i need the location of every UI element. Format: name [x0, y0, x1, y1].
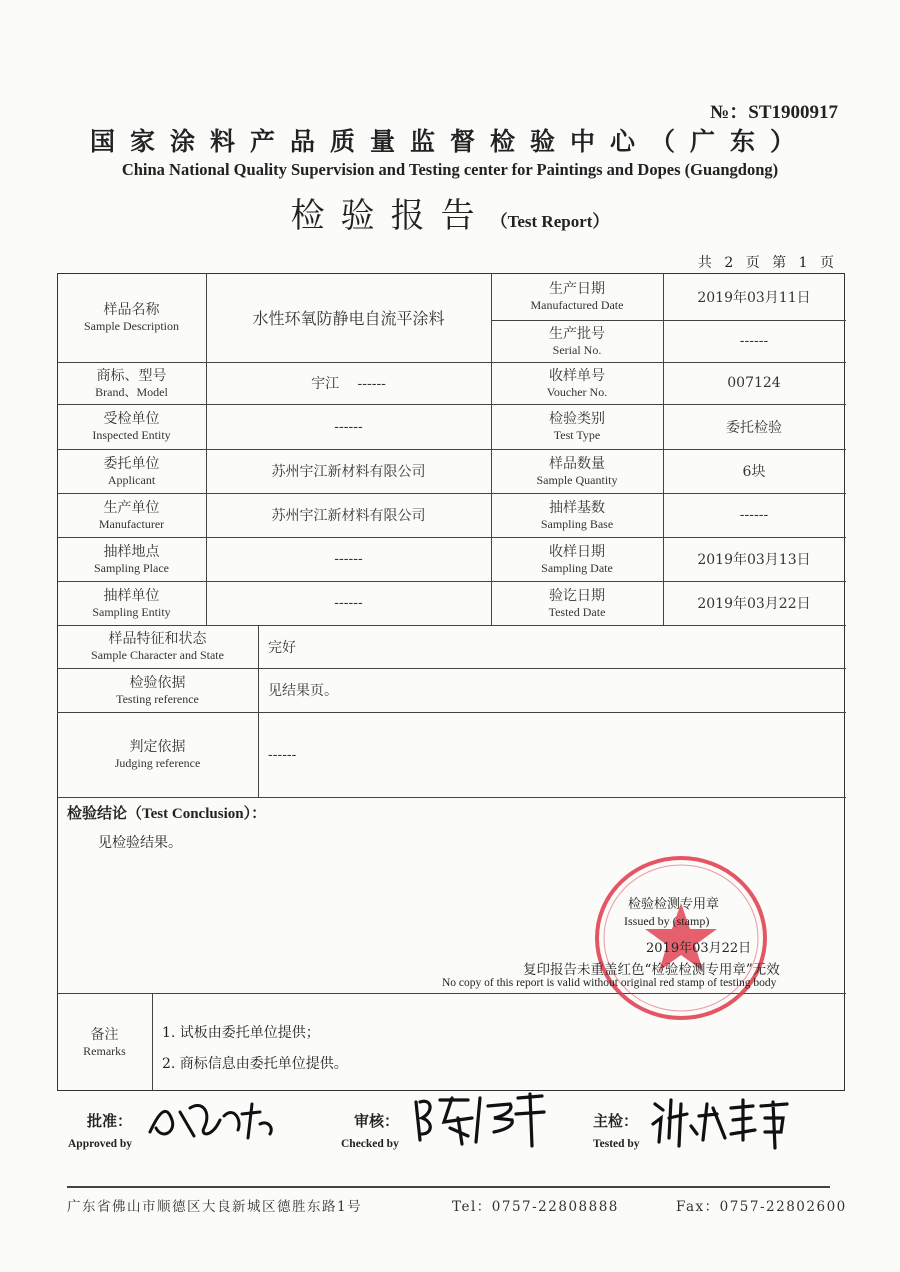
- remark-item: 1. 试板由委托单位提供；: [162, 1025, 320, 1041]
- label-sampling-entity: 抽样单位 Sampling Entity: [92, 587, 171, 619]
- row-divider: [57, 797, 846, 798]
- stamp-label-en: Issued by (stamp): [624, 914, 710, 928]
- label-sample-character: 样品特征和状态 Sample Character and State: [91, 631, 224, 662]
- value-inspected-entity: ------: [334, 418, 363, 435]
- conclusion-text: 见检验结果。: [98, 835, 182, 851]
- label-applicant: 委托单位 Applicant: [103, 455, 160, 487]
- value-testing-reference: 见结果页。: [268, 683, 338, 699]
- copy-validity-note-en: No copy of this report is valid without original red stamp of testing body: [442, 977, 777, 989]
- approved-by-label-cn: 批准：: [87, 1112, 133, 1130]
- label-manufactured-date: 生产日期 Manufactured Date: [530, 281, 624, 312]
- label-remarks: 备注 Remarks: [83, 1026, 126, 1058]
- value-brand-model: 宇江 ------: [311, 376, 386, 392]
- organization-title-en: China National Quality Supervision and Testing center for Paintings and Dopes (Guangdong): [121, 160, 779, 179]
- label-test-type: 检验类别 Test Type: [549, 411, 605, 442]
- footer-tel: Tel：0757-22808888: [452, 1199, 619, 1215]
- label-inspected-entity: 受检单位 Inspected Entity: [92, 411, 171, 442]
- value-judging-reference: ------: [268, 746, 297, 763]
- label-judging-reference: 判定依据 Judging reference: [114, 739, 201, 770]
- report-number: №：ST1900917: [710, 102, 838, 123]
- checked-by-label-cn: 审核：: [354, 1112, 400, 1130]
- value-manufactured-date: 2019年03月11日: [697, 289, 811, 306]
- value-sampling-date: 2019年03月13日: [697, 552, 811, 568]
- value-voucher-no: 007124: [727, 375, 781, 391]
- copy-validity-note-cn: 复印报告未重盖红色“检验检测专用章”无效: [523, 962, 780, 978]
- page-info: 共 2 页 第 1 页: [697, 255, 838, 271]
- report-title: [0, 188, 900, 237]
- checker-signature: [410, 1088, 550, 1152]
- label-brand-model: 商标、型号 Brand、Model: [95, 367, 168, 399]
- label-sampling-base: 抽样基数 Sampling Base: [540, 499, 614, 531]
- value-tested-date: 2019年03月22日: [697, 596, 811, 612]
- value-sampling-place: ------: [334, 551, 363, 567]
- stamp-date: 2019年03月22日: [646, 941, 752, 956]
- value-sampling-base: ------: [739, 507, 769, 523]
- label-sample-description: 样品名称 Sample Description: [84, 302, 179, 333]
- label-tested-date: 验讫日期 Tested Date: [548, 587, 606, 619]
- value-sample-character: 完好: [268, 639, 296, 656]
- value-sample-description: 水性环氧防静电自流平涂料: [252, 309, 445, 328]
- tester-signature: [647, 1090, 797, 1154]
- value-sample-quantity: 6块: [742, 464, 766, 480]
- tested-by-label-en: Tested by: [593, 1138, 640, 1150]
- footer-fax: Fax：0757-22802600: [676, 1199, 847, 1215]
- label-voucher-no: 收样单号 Voucher No.: [546, 367, 608, 399]
- label-sampling-place: 抽样地点 Sampling Place: [94, 543, 169, 575]
- value-applicant: 苏州宇江新材料有限公司: [271, 464, 426, 480]
- value-serial-no: ------: [739, 333, 769, 349]
- tested-by-label-cn: 主检：: [593, 1112, 639, 1130]
- value-manufacturer: 苏州宇江新材料有限公司: [271, 508, 426, 524]
- footer-divider: [67, 1186, 830, 1188]
- column-divider: [152, 993, 153, 1091]
- label-manufacturer: 生产单位 Manufacturer: [98, 499, 165, 531]
- report-title-cn: 检验报告: [290, 196, 491, 236]
- report-title-en: （Test Report）: [490, 212, 610, 231]
- stamp-label-cn: 检验检测专用章: [628, 897, 720, 912]
- conclusion-heading: 检验结论（Test Conclusion）：: [67, 804, 267, 822]
- remark-item: 2. 商标信息由委托单位提供。: [162, 1056, 348, 1072]
- approved-by-label-en: Approved by: [68, 1138, 133, 1150]
- footer-address: 广东省佛山市顺德区大良新城区德胜东路1号: [67, 1199, 363, 1215]
- approver-signature: [142, 1090, 282, 1150]
- column-divider: [258, 625, 259, 797]
- organization-title-cn: 国家涂料产品质量监督检验中心（广东）: [89, 127, 810, 156]
- label-sample-quantity: 样品数量 Sample Quantity: [536, 455, 618, 487]
- value-sampling-entity: ------: [334, 595, 363, 611]
- label-sampling-date: 收样日期 Sampling Date: [541, 543, 613, 575]
- value-test-type: 委托检验: [726, 419, 782, 436]
- label-serial-no: 生产批号 Serial No.: [549, 325, 605, 357]
- label-testing-reference: 检验依据 Testing reference: [116, 674, 199, 706]
- checked-by-label-en: Checked by: [341, 1138, 399, 1150]
